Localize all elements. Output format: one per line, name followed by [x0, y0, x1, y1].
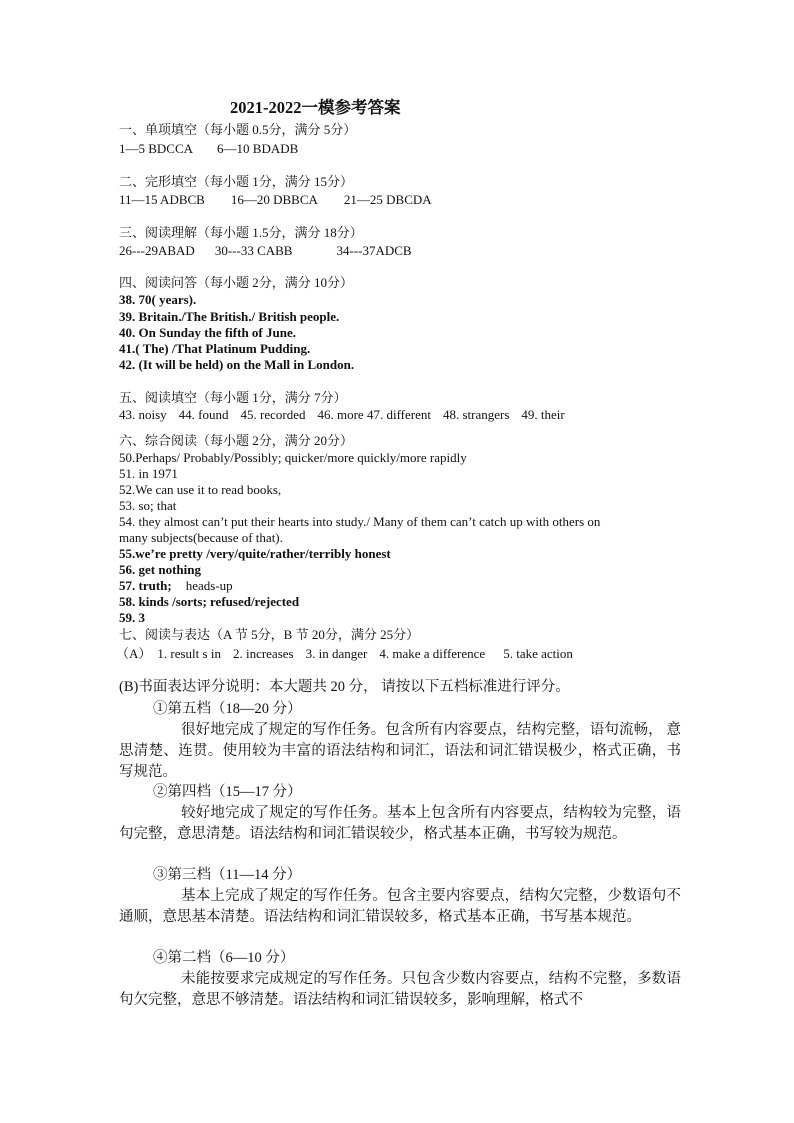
answer-38: 38. 70( years). [119, 292, 197, 307]
level-3-label: ③第三档（11—14 分） [153, 867, 302, 883]
answer-group: 30---33 CABB [214, 243, 293, 258]
answer-54-line-2: many subjects(because of that). [119, 530, 283, 545]
answer-58: 58. kinds /sorts; refused/rejected [119, 594, 300, 609]
section-7-heading: 七、阅读与表达（A 节 5分，B 节 20分，满分 25分） [119, 627, 420, 642]
answer-group: 6—10 BDADB [217, 141, 299, 156]
section-1-answers [119, 141, 298, 157]
answer-41: 41.( The) /That Platinum Pudding. [119, 341, 311, 356]
answer-47: 47. different [366, 407, 431, 422]
answer-39: 39. Britain./The British./ British people. [119, 309, 340, 324]
page-title: 2021-2022一模参考答案 [230, 98, 401, 117]
section-6-heading: 六、综合阅读（每小题 2分，满分 20分） [119, 433, 354, 448]
answer-57: 57. truth; heads-up [119, 578, 233, 593]
level-4-text: 较好地完成了规定的写作任务。基本上包含所有内容要点，结构较为完整，语句完整，意思清楚。语法结构和词汇错误较少，格式基本正确，书写较为规范。 [119, 805, 681, 842]
section-3-heading: 三、阅读理解（每小题 1.5分，满分 18分） [119, 225, 363, 240]
level-4-label: ②第四档（15—17 分） [153, 784, 302, 800]
section-3-answers [119, 243, 412, 259]
section-1-heading: 一、单项填空（每小题 0.5分，满分 5分） [119, 122, 357, 137]
answer-49: 49. their [521, 407, 565, 422]
answer-43: 43. noisy [119, 407, 167, 422]
answer-group: 16—20 DBBCA [230, 192, 318, 207]
section-4-heading: 四、阅读问答（每小题 2分，满分 10分） [119, 275, 354, 290]
answer-group: 21—25 DBCDA [343, 192, 432, 207]
answer-54-line-1: 54. they almost can’t put their hearts into study./ Many of them can’t catch up with others on [119, 514, 601, 529]
section-2-answers [119, 192, 432, 208]
level-5-label: ①第五档（18—20 分） [153, 701, 302, 717]
level-2-text: 未能按要求完成规定的写作任务。只包含少数内容要点，结构不完整，多数语句欠完整，意思不够清楚。语法结构和词汇错误较多，影响理解，格式不 [119, 971, 681, 1008]
answer-55: 55.we’re pretty /very/quite/rather/terribly honest [119, 546, 391, 561]
section-7b-intro: (B)书面表达评分说明：本大题共 20 分， 请按以下五档标准进行评分。 [119, 679, 570, 695]
level-2-label: ④第二档（6—10 分） [153, 950, 295, 966]
answer-53: 53. so; that [119, 498, 177, 513]
answer-59: 59. 3 [119, 610, 145, 625]
answer-51: 51. in 1971 [119, 466, 178, 481]
level-5-text: 很好地完成了规定的写作任务。包含所有内容要点，结构完整，语句流畅， 意思清楚、连贯。使用较为丰富的语法结构和词汇，语法和词汇错误极少，格式正确，书写规范。 [119, 722, 681, 780]
section-2-heading: 二、完形填空（每小题 1分，满分 15分） [119, 174, 354, 189]
answer-44: 44. found [178, 407, 229, 422]
section-5-answers [119, 407, 565, 423]
answer-group: 34---37ADCB [336, 243, 412, 258]
answer-40: 40. On Sunday the fifth of June. [119, 325, 296, 340]
answer-group: 26---29ABAD [119, 243, 195, 258]
level-3-text: 基本上完成了规定的写作任务。包含主要内容要点，结构欠完整，少数语句不通顺，意思基本清楚。语法结构和词汇错误较多，格式基本正确，书写基本规范。 [119, 888, 681, 925]
section-7a-label: （A） [116, 646, 152, 661]
section-5-heading: 五、阅读填空（每小题 1分，满分 7分） [119, 390, 347, 405]
answer-45: 45. recorded [240, 407, 306, 422]
answer-42: 42. (It will be held) on the Mall in London. [119, 357, 355, 372]
answer-48: 48. strangers [442, 407, 510, 422]
answer-group: 1—5 BDCCA [119, 141, 194, 156]
answer-group: 11—15 ADBCB [119, 192, 205, 207]
answer-52: 52.We can use it to read books, [119, 482, 282, 497]
answer-50: 50.Perhaps/ Probably/Possibly; quicker/more quickly/more rapidly [119, 450, 467, 465]
answer-56: 56. get nothing [119, 562, 201, 577]
answer-46: 46. more [317, 407, 364, 422]
section-7a-answers: （A） 1. result s in 2. increases 3. in danger 4. make a difference 5. take action [116, 646, 573, 661]
